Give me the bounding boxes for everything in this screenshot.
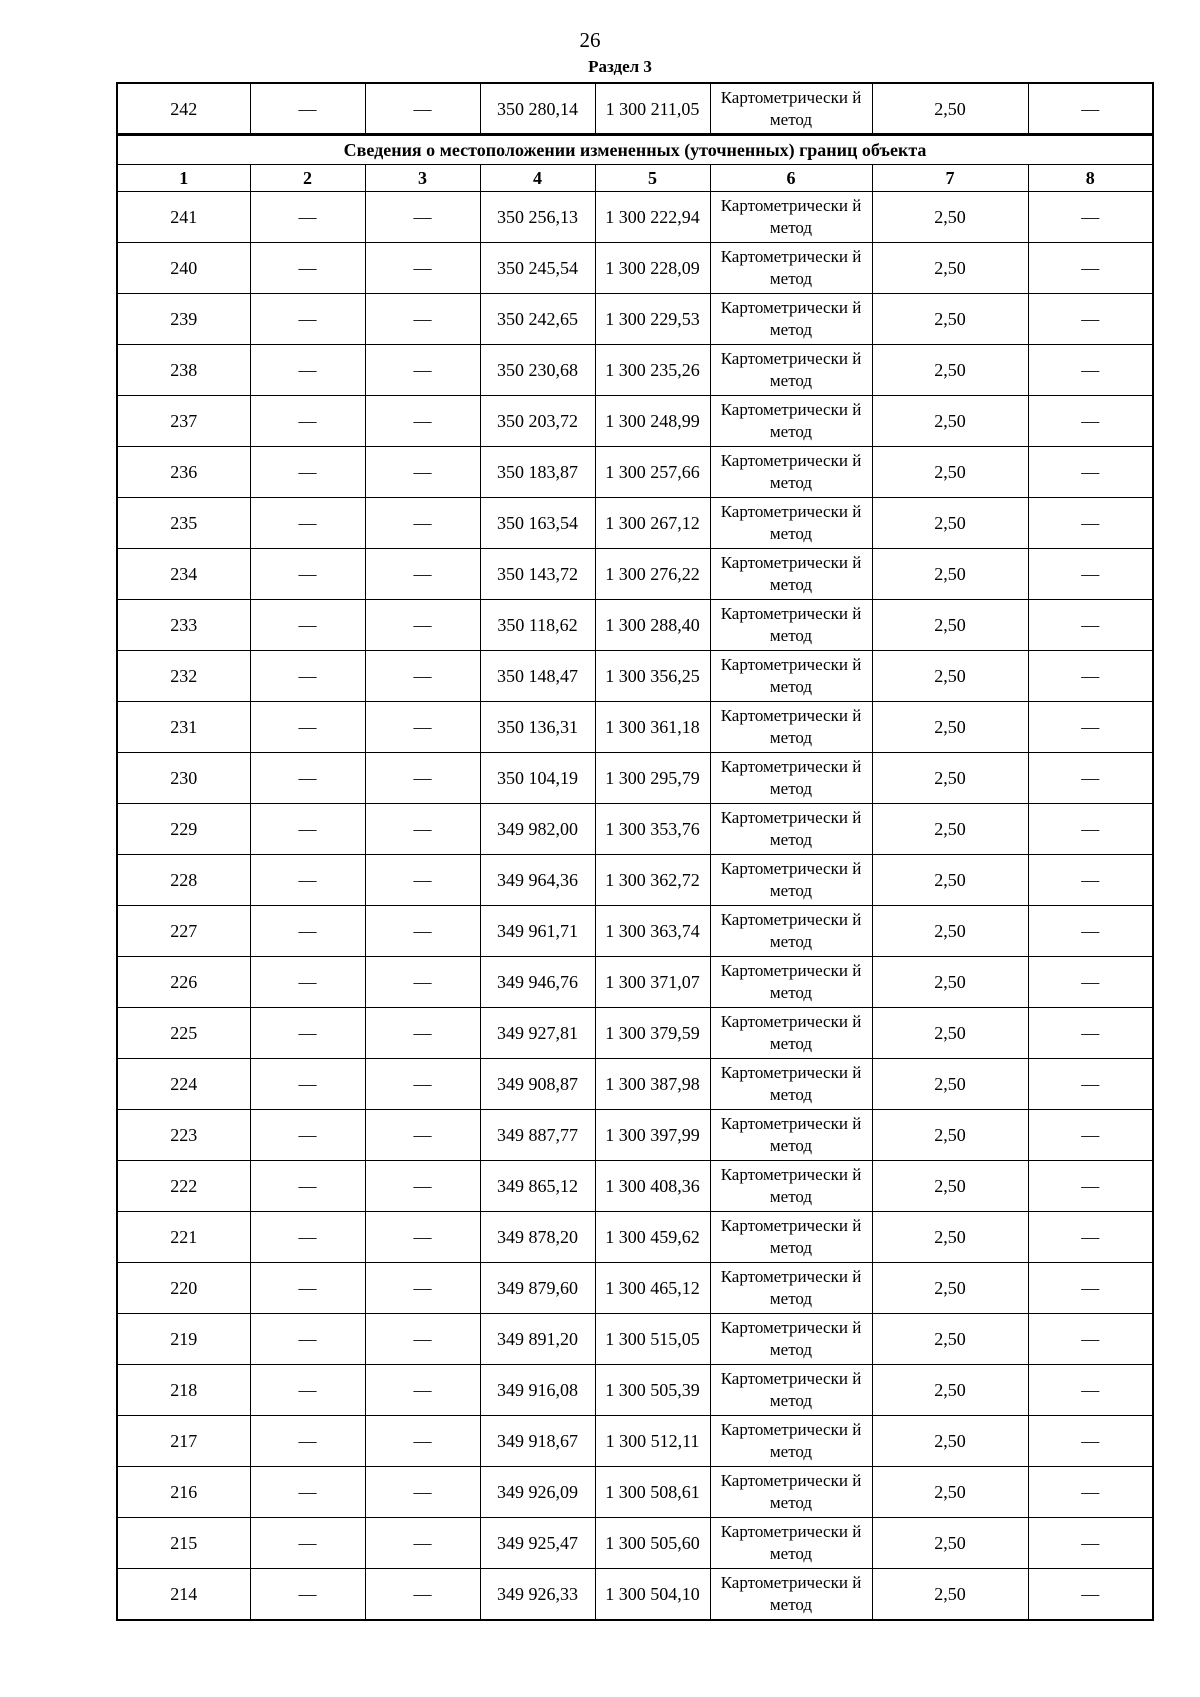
point-number-cell: 214 <box>117 1569 250 1621</box>
y-coordinate-cell: 1 300 505,60 <box>595 1518 710 1569</box>
y-coordinate-cell: 1 300 228,09 <box>595 243 710 294</box>
method-cell: Картометрически й метод <box>710 804 872 855</box>
method-cell: Картометрически й метод <box>710 1569 872 1621</box>
x-coordinate-cell: 349 918,67 <box>480 1416 595 1467</box>
table-row <box>117 651 1153 702</box>
col8-cell: — <box>1028 600 1153 651</box>
accuracy-cell: 2,50 <box>872 498 1028 549</box>
method-cell: Картометрически й метод <box>710 1110 872 1161</box>
col2-cell: — <box>250 1365 365 1416</box>
x-coordinate-cell: 350 163,54 <box>480 498 595 549</box>
col3-cell: — <box>365 1518 480 1569</box>
col8-cell: — <box>1028 294 1153 345</box>
col2-cell: — <box>250 1059 365 1110</box>
col3-cell: — <box>365 1365 480 1416</box>
accuracy-cell: 2,50 <box>872 1059 1028 1110</box>
y-coordinate-cell: 1 300 371,07 <box>595 957 710 1008</box>
col8-cell: — <box>1028 906 1153 957</box>
x-coordinate-cell: 350 245,54 <box>480 243 595 294</box>
accuracy-cell: 2,50 <box>872 1263 1028 1314</box>
table-row <box>117 192 1153 243</box>
point-number-cell: 239 <box>117 294 250 345</box>
col8-cell: — <box>1028 192 1153 243</box>
page-number: 26 <box>579 28 601 52</box>
col3-cell: — <box>365 600 480 651</box>
column-number: 6 <box>710 165 872 192</box>
accuracy-cell: 2,50 <box>872 1467 1028 1518</box>
y-coordinate-cell: 1 300 361,18 <box>595 702 710 753</box>
col2-cell: — <box>250 498 365 549</box>
method-cell: Картометрически й метод <box>710 1467 872 1518</box>
point-number-cell: 236 <box>117 447 250 498</box>
col2-cell: — <box>250 1263 365 1314</box>
accuracy-cell: 2,50 <box>872 906 1028 957</box>
y-coordinate-cell: 1 300 379,59 <box>595 1008 710 1059</box>
y-coordinate-cell: 1 300 408,36 <box>595 1161 710 1212</box>
method-cell: Картометрически й метод <box>710 1365 872 1416</box>
col8-cell: — <box>1028 1416 1153 1467</box>
point-number-cell: 232 <box>117 651 250 702</box>
accuracy-cell: 2,50 <box>872 1161 1028 1212</box>
method-cell: Картометрически й метод <box>710 957 872 1008</box>
point-number-cell: 221 <box>117 1212 250 1263</box>
col8-cell: — <box>1028 651 1153 702</box>
point-number-cell: 215 <box>117 1518 250 1569</box>
column-numbers-row <box>117 165 1153 192</box>
point-number-cell: 242 <box>117 83 250 135</box>
method-cell: Картометрически й метод <box>710 906 872 957</box>
accuracy-cell: 2,50 <box>872 83 1028 135</box>
accuracy-cell: 2,50 <box>872 345 1028 396</box>
column-number: 7 <box>872 165 1028 192</box>
col3-cell: — <box>365 243 480 294</box>
col8-cell: — <box>1028 1467 1153 1518</box>
col3-cell: — <box>365 1263 480 1314</box>
point-number-cell: 225 <box>117 1008 250 1059</box>
continuation-table <box>116 82 1154 135</box>
accuracy-cell: 2,50 <box>872 1365 1028 1416</box>
col8-cell: — <box>1028 855 1153 906</box>
col2-cell: — <box>250 192 365 243</box>
method-cell: Картометрически й метод <box>710 294 872 345</box>
table-caption: Сведения о местоположении измененных (уточненных) границ объекта <box>117 135 1153 165</box>
table-caption-row <box>117 135 1153 165</box>
x-coordinate-cell: 349 925,47 <box>480 1518 595 1569</box>
point-number-cell: 224 <box>117 1059 250 1110</box>
table-row <box>117 1059 1153 1110</box>
accuracy-cell: 2,50 <box>872 1212 1028 1263</box>
col3-cell: — <box>365 1569 480 1621</box>
col8-cell: — <box>1028 83 1153 135</box>
table-row <box>117 447 1153 498</box>
col3-cell: — <box>365 447 480 498</box>
point-number-cell: 216 <box>117 1467 250 1518</box>
method-cell: Картометрически й метод <box>710 447 872 498</box>
method-cell: Картометрически й метод <box>710 1212 872 1263</box>
x-coordinate-cell: 349 982,00 <box>480 804 595 855</box>
accuracy-cell: 2,50 <box>872 804 1028 855</box>
point-number-cell: 234 <box>117 549 250 600</box>
table-row <box>117 243 1153 294</box>
col8-cell: — <box>1028 1314 1153 1365</box>
point-number-cell: 220 <box>117 1263 250 1314</box>
col8-cell: — <box>1028 1110 1153 1161</box>
col2-cell: — <box>250 294 365 345</box>
x-coordinate-cell: 350 143,72 <box>480 549 595 600</box>
y-coordinate-cell: 1 300 211,05 <box>595 83 710 135</box>
col2-cell: — <box>250 243 365 294</box>
col3-cell: — <box>365 804 480 855</box>
y-coordinate-cell: 1 300 288,40 <box>595 600 710 651</box>
accuracy-cell: 2,50 <box>872 1110 1028 1161</box>
y-coordinate-cell: 1 300 508,61 <box>595 1467 710 1518</box>
table-row <box>117 906 1153 957</box>
col2-cell: — <box>250 1161 365 1212</box>
method-cell: Картометрически й метод <box>710 753 872 804</box>
col2-cell: — <box>250 651 365 702</box>
col8-cell: — <box>1028 549 1153 600</box>
point-number-cell: 237 <box>117 396 250 447</box>
col8-cell: — <box>1028 447 1153 498</box>
col2-cell: — <box>250 600 365 651</box>
col2-cell: — <box>250 753 365 804</box>
table-row <box>117 855 1153 906</box>
col3-cell: — <box>365 396 480 447</box>
point-number-cell: 241 <box>117 192 250 243</box>
column-number: 8 <box>1028 165 1153 192</box>
col2-cell: — <box>250 1008 365 1059</box>
table-row <box>117 702 1153 753</box>
col3-cell: — <box>365 1008 480 1059</box>
table-row <box>117 600 1153 651</box>
point-number-cell: 226 <box>117 957 250 1008</box>
accuracy-cell: 2,50 <box>872 753 1028 804</box>
method-cell: Картометрически й метод <box>710 345 872 396</box>
table-row <box>117 83 1153 135</box>
y-coordinate-cell: 1 300 222,94 <box>595 192 710 243</box>
accuracy-cell: 2,50 <box>872 1569 1028 1621</box>
table-row <box>117 294 1153 345</box>
point-number-cell: 217 <box>117 1416 250 1467</box>
x-coordinate-cell: 349 891,20 <box>480 1314 595 1365</box>
col3-cell: — <box>365 1212 480 1263</box>
col2-cell: — <box>250 1416 365 1467</box>
x-coordinate-cell: 350 203,72 <box>480 396 595 447</box>
accuracy-cell: 2,50 <box>872 1314 1028 1365</box>
y-coordinate-cell: 1 300 295,79 <box>595 753 710 804</box>
col2-cell: — <box>250 855 365 906</box>
method-cell: Картометрически й метод <box>710 396 872 447</box>
col8-cell: — <box>1028 1161 1153 1212</box>
accuracy-cell: 2,50 <box>872 1518 1028 1569</box>
y-coordinate-cell: 1 300 512,11 <box>595 1416 710 1467</box>
col3-cell: — <box>365 957 480 1008</box>
method-cell: Картометрически й метод <box>710 1161 872 1212</box>
table-row <box>117 1212 1153 1263</box>
col2-cell: — <box>250 906 365 957</box>
method-cell: Картометрически й метод <box>710 1416 872 1467</box>
accuracy-cell: 2,50 <box>872 294 1028 345</box>
y-coordinate-cell: 1 300 387,98 <box>595 1059 710 1110</box>
col8-cell: — <box>1028 1365 1153 1416</box>
y-coordinate-cell: 1 300 276,22 <box>595 549 710 600</box>
table-row <box>117 1518 1153 1569</box>
table-row <box>117 345 1153 396</box>
accuracy-cell: 2,50 <box>872 600 1028 651</box>
table-row <box>117 549 1153 600</box>
x-coordinate-cell: 349 927,81 <box>480 1008 595 1059</box>
accuracy-cell: 2,50 <box>872 855 1028 906</box>
y-coordinate-cell: 1 300 267,12 <box>595 498 710 549</box>
accuracy-cell: 2,50 <box>872 243 1028 294</box>
col3-cell: — <box>365 498 480 549</box>
table-row <box>117 1314 1153 1365</box>
col3-cell: — <box>365 1059 480 1110</box>
x-coordinate-cell: 349 926,09 <box>480 1467 595 1518</box>
y-coordinate-cell: 1 300 459,62 <box>595 1212 710 1263</box>
method-cell: Картометрически й метод <box>710 855 872 906</box>
x-coordinate-cell: 350 148,47 <box>480 651 595 702</box>
y-coordinate-cell: 1 300 353,76 <box>595 804 710 855</box>
x-coordinate-cell: 350 280,14 <box>480 83 595 135</box>
table-row <box>117 1008 1153 1059</box>
point-number-cell: 227 <box>117 906 250 957</box>
col2-cell: — <box>250 396 365 447</box>
section-title: Раздел 3 <box>588 57 652 76</box>
col8-cell: — <box>1028 345 1153 396</box>
method-cell: Картометрически й метод <box>710 1059 872 1110</box>
col3-cell: — <box>365 651 480 702</box>
col8-cell: — <box>1028 1008 1153 1059</box>
accuracy-cell: 2,50 <box>872 549 1028 600</box>
col8-cell: — <box>1028 1263 1153 1314</box>
point-number-cell: 233 <box>117 600 250 651</box>
point-number-cell: 238 <box>117 345 250 396</box>
method-cell: Картометрически й метод <box>710 1008 872 1059</box>
col2-cell: — <box>250 1110 365 1161</box>
point-number-cell: 222 <box>117 1161 250 1212</box>
col2-cell: — <box>250 1314 365 1365</box>
col3-cell: — <box>365 83 480 135</box>
table-row <box>117 804 1153 855</box>
table-row <box>117 498 1153 549</box>
col8-cell: — <box>1028 753 1153 804</box>
col3-cell: — <box>365 1161 480 1212</box>
point-number-cell: 229 <box>117 804 250 855</box>
col2-cell: — <box>250 447 365 498</box>
accuracy-cell: 2,50 <box>872 651 1028 702</box>
y-coordinate-cell: 1 300 235,26 <box>595 345 710 396</box>
method-cell: Картометрически й метод <box>710 1263 872 1314</box>
col8-cell: — <box>1028 396 1153 447</box>
x-coordinate-cell: 350 104,19 <box>480 753 595 804</box>
column-number: 2 <box>250 165 365 192</box>
method-cell: Картометрически й метод <box>710 549 872 600</box>
col3-cell: — <box>365 753 480 804</box>
column-number: 4 <box>480 165 595 192</box>
y-coordinate-cell: 1 300 356,25 <box>595 651 710 702</box>
table-row <box>117 1263 1153 1314</box>
method-cell: Картометрически й метод <box>710 83 872 135</box>
col3-cell: — <box>365 1416 480 1467</box>
accuracy-cell: 2,50 <box>872 702 1028 753</box>
point-number-cell: 230 <box>117 753 250 804</box>
table-body <box>117 192 1153 1621</box>
x-coordinate-cell: 350 118,62 <box>480 600 595 651</box>
x-coordinate-cell: 349 908,87 <box>480 1059 595 1110</box>
table-row <box>117 1569 1153 1621</box>
x-coordinate-cell: 349 926,33 <box>480 1569 595 1621</box>
col8-cell: — <box>1028 1569 1153 1621</box>
accuracy-cell: 2,50 <box>872 1416 1028 1467</box>
method-cell: Картометрически й метод <box>710 1314 872 1365</box>
table-row <box>117 1161 1153 1212</box>
col8-cell: — <box>1028 702 1153 753</box>
accuracy-cell: 2,50 <box>872 447 1028 498</box>
col8-cell: — <box>1028 1518 1153 1569</box>
point-number-cell: 219 <box>117 1314 250 1365</box>
table-row <box>117 1467 1153 1518</box>
point-number-cell: 218 <box>117 1365 250 1416</box>
method-cell: Картометрически й метод <box>710 702 872 753</box>
y-coordinate-cell: 1 300 257,66 <box>595 447 710 498</box>
table-row <box>117 396 1153 447</box>
accuracy-cell: 2,50 <box>872 1008 1028 1059</box>
y-coordinate-cell: 1 300 362,72 <box>595 855 710 906</box>
method-cell: Картометрически й метод <box>710 192 872 243</box>
col3-cell: — <box>365 1110 480 1161</box>
method-cell: Картометрически й метод <box>710 651 872 702</box>
x-coordinate-cell: 350 230,68 <box>480 345 595 396</box>
point-number-cell: 235 <box>117 498 250 549</box>
column-number: 3 <box>365 165 480 192</box>
y-coordinate-cell: 1 300 363,74 <box>595 906 710 957</box>
method-cell: Картометрически й метод <box>710 498 872 549</box>
point-number-cell: 228 <box>117 855 250 906</box>
y-coordinate-cell: 1 300 504,10 <box>595 1569 710 1621</box>
y-coordinate-cell: 1 300 397,99 <box>595 1110 710 1161</box>
col2-cell: — <box>250 345 365 396</box>
col8-cell: — <box>1028 804 1153 855</box>
col2-cell: — <box>250 1569 365 1621</box>
point-number-cell: 231 <box>117 702 250 753</box>
x-coordinate-cell: 349 961,71 <box>480 906 595 957</box>
x-coordinate-cell: 350 136,31 <box>480 702 595 753</box>
col8-cell: — <box>1028 1212 1153 1263</box>
col3-cell: — <box>365 345 480 396</box>
point-number-cell: 240 <box>117 243 250 294</box>
point-number-cell: 223 <box>117 1110 250 1161</box>
accuracy-cell: 2,50 <box>872 192 1028 243</box>
y-coordinate-cell: 1 300 229,53 <box>595 294 710 345</box>
col2-cell: — <box>250 1212 365 1263</box>
col3-cell: — <box>365 1467 480 1518</box>
accuracy-cell: 2,50 <box>872 396 1028 447</box>
accuracy-cell: 2,50 <box>872 957 1028 1008</box>
x-coordinate-cell: 349 964,36 <box>480 855 595 906</box>
column-number: 5 <box>595 165 710 192</box>
col8-cell: — <box>1028 1059 1153 1110</box>
col3-cell: — <box>365 294 480 345</box>
col3-cell: — <box>365 192 480 243</box>
col3-cell: — <box>365 702 480 753</box>
method-cell: Картометрически й метод <box>710 1518 872 1569</box>
col8-cell: — <box>1028 957 1153 1008</box>
col3-cell: — <box>365 855 480 906</box>
boundary-table <box>116 133 1154 1621</box>
x-coordinate-cell: 350 256,13 <box>480 192 595 243</box>
col2-cell: — <box>250 1467 365 1518</box>
col8-cell: — <box>1028 498 1153 549</box>
x-coordinate-cell: 350 183,87 <box>480 447 595 498</box>
col8-cell: — <box>1028 243 1153 294</box>
col2-cell: — <box>250 702 365 753</box>
y-coordinate-cell: 1 300 515,05 <box>595 1314 710 1365</box>
y-coordinate-cell: 1 300 505,39 <box>595 1365 710 1416</box>
table-row <box>117 1365 1153 1416</box>
method-cell: Картометрически й метод <box>710 600 872 651</box>
table-row <box>117 753 1153 804</box>
y-coordinate-cell: 1 300 248,99 <box>595 396 710 447</box>
x-coordinate-cell: 350 242,65 <box>480 294 595 345</box>
col3-cell: — <box>365 1314 480 1365</box>
table-row <box>117 1110 1153 1161</box>
y-coordinate-cell: 1 300 465,12 <box>595 1263 710 1314</box>
x-coordinate-cell: 349 916,08 <box>480 1365 595 1416</box>
col3-cell: — <box>365 549 480 600</box>
x-coordinate-cell: 349 865,12 <box>480 1161 595 1212</box>
col2-cell: — <box>250 957 365 1008</box>
col2-cell: — <box>250 1518 365 1569</box>
x-coordinate-cell: 349 878,20 <box>480 1212 595 1263</box>
table-row <box>117 1416 1153 1467</box>
x-coordinate-cell: 349 879,60 <box>480 1263 595 1314</box>
column-number: 1 <box>117 165 250 192</box>
method-cell: Картометрически й метод <box>710 243 872 294</box>
col2-cell: — <box>250 83 365 135</box>
col3-cell: — <box>365 906 480 957</box>
table-row <box>117 957 1153 1008</box>
col2-cell: — <box>250 804 365 855</box>
x-coordinate-cell: 349 887,77 <box>480 1110 595 1161</box>
x-coordinate-cell: 349 946,76 <box>480 957 595 1008</box>
col2-cell: — <box>250 549 365 600</box>
